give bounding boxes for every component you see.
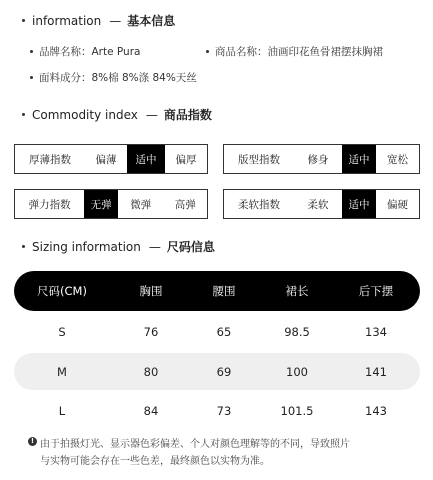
- sizing-heading-en: Sizing information: [32, 239, 141, 254]
- length-cell: 98.5: [284, 324, 310, 339]
- size-cell: M: [57, 364, 67, 379]
- table-row: [14, 353, 420, 390]
- column-header-waist: 腰围: [212, 284, 236, 298]
- brand-info: [30, 44, 140, 59]
- bullet-icon: [22, 245, 25, 248]
- basic-info-heading: [22, 12, 175, 29]
- thickness-option-thin: 偏薄: [95, 153, 117, 166]
- hem-cell: 143: [365, 403, 387, 418]
- color-disclaimer-line-2: 与实物可能会存在一些色差，最终颜色以实物为准。: [40, 456, 270, 467]
- softness-index-box: [223, 189, 420, 219]
- softness-option-hard: 偏硬: [387, 198, 408, 211]
- commodity-index-heading: [22, 106, 212, 123]
- fit-option-medium-selected: 适中: [342, 145, 376, 173]
- waist-cell: 65: [216, 324, 232, 339]
- softness-index-label: 柔软指数: [238, 198, 280, 211]
- sizing-heading-cn: 尺码信息: [166, 240, 215, 254]
- elasticity-option-high: 高弹: [174, 198, 196, 211]
- waist-cell: 73: [216, 403, 232, 418]
- softness-option-soft: 柔软: [307, 198, 329, 211]
- bust-cell: 80: [143, 364, 159, 379]
- length-cell: 100: [286, 364, 308, 379]
- bullet-icon: [22, 113, 25, 116]
- elasticity-index-label: 弹力指数: [28, 198, 71, 211]
- color-disclaimer-line-1: 由于拍摄灯光、显示器色彩偏差、个人对颜色理解等的不同，导致照片: [40, 439, 350, 450]
- elasticity-option-slight: 微弹: [130, 198, 152, 211]
- column-header-bust: 胸围: [139, 284, 163, 298]
- hem-cell: 141: [365, 364, 387, 379]
- exclamation-circle-icon: !: [28, 437, 37, 446]
- product-info: [206, 44, 383, 59]
- basic-info-heading-cn: 基本信息: [127, 14, 176, 28]
- heading-separator: —: [148, 239, 161, 254]
- fit-option-slim: 修身: [307, 153, 329, 166]
- thickness-option-thick: 偏厚: [175, 153, 197, 166]
- waist-cell: 69: [216, 364, 232, 379]
- column-header-size: 尺码(CM): [37, 284, 87, 298]
- fabric-text: 面料成分：8%棉 8%涤 84%天丝: [39, 72, 197, 84]
- heading-separator: —: [145, 107, 158, 122]
- sizing-heading: [22, 238, 215, 255]
- column-header-hem: 后下摆: [358, 284, 394, 298]
- size-cell: L: [58, 403, 66, 418]
- length-cell: 101.5: [280, 403, 314, 418]
- thickness-index-box: [14, 144, 208, 174]
- thickness-index-label: 厚薄指数: [29, 153, 71, 166]
- hem-cell: 134: [365, 324, 387, 339]
- heading-separator: —: [109, 13, 122, 28]
- bullet-icon: [30, 76, 33, 79]
- elasticity-index-box: [14, 189, 208, 219]
- size-table-header: [14, 271, 420, 311]
- softness-option-medium-selected: 适中: [342, 190, 376, 218]
- basic-info-heading-en: information: [32, 13, 102, 28]
- bullet-icon: [206, 50, 209, 53]
- column-header-length: 裙长: [285, 284, 309, 298]
- table-row: [14, 313, 420, 350]
- product-text: 商品名称：油画印花鱼骨裙摆抹胸裙: [215, 46, 383, 58]
- commodity-index-heading-en: Commodity index: [32, 107, 138, 122]
- fit-option-loose: 宽松: [387, 153, 408, 166]
- bullet-icon: [30, 50, 33, 53]
- fit-index-label: 版型指数: [238, 153, 280, 166]
- table-row: [14, 392, 420, 429]
- bust-cell: 76: [143, 324, 159, 339]
- thickness-option-medium-selected: 适中: [127, 145, 165, 173]
- fabric-info: [30, 70, 197, 85]
- bust-cell: 84: [143, 403, 159, 418]
- bullet-icon: [22, 19, 25, 22]
- size-cell: S: [58, 324, 66, 339]
- commodity-index-heading-cn: 商品指数: [163, 108, 212, 122]
- elasticity-option-none-selected: 无弹: [84, 190, 118, 218]
- brand-text: 品牌名称：Arte Pura: [39, 46, 141, 58]
- fit-index-box: [223, 144, 420, 174]
